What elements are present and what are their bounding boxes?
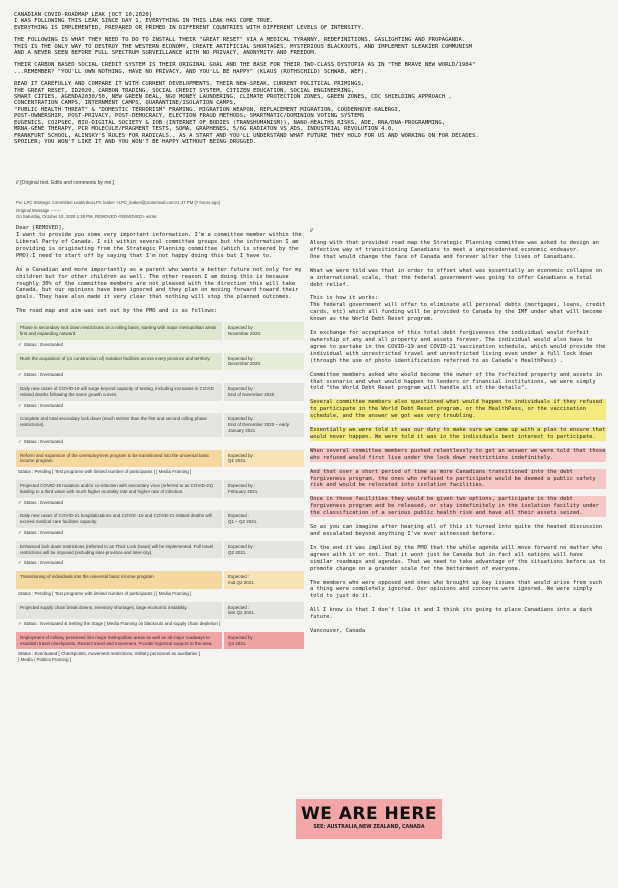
- header-paragraph: READ IT CAREFULLY AND COMPARE IT WITH CURRENT DEVELOPMENTS, THEIR NEW-SPEAK, CURRENT POLITICAL PRIMINGS, THE GREAT RESET, ID2020, CARBON TRADING, SOCIAL CREDIT SYSTEM, CITIZEN EDUCATION, SOCIAL ENGINEERING, SMART CITIES, AGENDA2030/50, NEW GREEN DEAL, NGO MONEY LAUNDERING, CLIMATE PROTECTION ZONES, GREEN ZONES, CDC SHIELDING APPROACH , CONCENTRATION CAMPS, INTERNMENT CAMPS, QUARANTINE/ISOLATION CAMPS, "PUBLIC HEALTH THREAT" & "DOMESTIC TERRORISM" FRAMING. MIGRATION WEAPON, REPLACEMENT MIGRATION, COUDENHOVE-KALERGI, POST-OWNERSHIP, POST-PRIVACY, POST-DEMOCRACY, ELECTION FRAUD METHODS, SMARTMATIC/DOMINION VOTING SYSTEMS EUGENICS, CO2PSEC, BIO-DIGITAL SOCIETY & IOB (INTERNET OF BODIES (TRANSHUMANISM)), NANO-HEALTHS RISKS, ADE, RNA/DNA-PROGRAMMING, MRNA-GENE THERAPY, PCR MOLECULE/FRAGMENT TESTS, SOMA, GRAPHENES, 5/6G RADIATON VS ADS, INDUSTRIAL REVOLUTION 4.0, FRANKFURT SCHOOL, ALINSKY'S RULES FOR RADICALS., AS A START AND YOU'LL UNDERSTAND WHAT FUTURE THEY HOLD FOR US AND WORKING ON FOR DECADES. SPOILER; YOU WON'T LIKE IT AND YOU WON'T BE HAPPY WITHOUT BEING DRUGGED.: [14, 81, 479, 145]
- header-block: [14, 12, 606, 151]
- roadmap-item-expected: Expected by : End of November 2020: [222, 383, 304, 401]
- roadmap-item-status: ✓ Status : Eventuated: [18, 560, 64, 566]
- roadmap-item-status: ✓ Status : Eventuated: [18, 372, 64, 378]
- roadmap-item-expected: Expected by : February 2021.: [222, 480, 304, 498]
- roadmap-item: [16, 510, 304, 528]
- highlighted-paragraph: Once in those facilities they would be given two options, participate in the debt forgiveness program and be released, or stay indefinitely in the isolation facility under the classification of a serious public health risk and have all their assets seized.: [310, 496, 606, 517]
- left-column: [16, 180, 304, 664]
- roadmap-item-status: Status : Pending [ Test programs with limited number of participants ] [ Media Framing ]: [18, 590, 192, 596]
- roadmap-item-description: Projected COVID-19 mutation and/or co-infection with secondary virus (referred to as COVID-21) leading to a third wave with much higher mortality rate and higher rate of infection.: [16, 480, 222, 498]
- roadmap-item-description: Complete and total secondary lock down (much stricter than the first and second rolling phase restrictions).: [16, 413, 222, 436]
- header-paragraph: THE FOLLOWING IS WHAT THEY NEED TO DO TO INSTALL THEIR "GREAT RESET" VIA A MEDICAL TYRANNY, REDEFINITIONS, GASLIGHTING AND PROPAGANDA. THIS IS THE ONLY WAY TO DESTROY THE WESTERN ECONOMY, CREATE ARTIFICIAL SHORTAGES, MYSTERIOUS BLACKOUTS, AND IMPLEMENT SLEAKIER COMMUNISM AND A NEVER SEEN BEFORE FULL SPECTRUM SURVEILLANCE WITH NO PRIVACY, ANONYMITY AND FREEDOM.: [14, 37, 473, 57]
- letter-paragraph: Dear [REMOVED], I want to provide you some very important information. I'm a committee member within the Liberal Party of Canada. I sit within several committee groups but the information I am providing is originating from the Strategic Planning committee (which is steered by the PMO).I need to start off by saying that I'm not happy doing this but I have to.: [16, 225, 302, 259]
- letter-paragraph: In exchange for acceptance of this total debt forgiveness the individual would forfeit ownership of any and all property and assets forever. The individual would also have to agree to partake in the COVID-19 and COVID-21 vaccination schedule, which would provide the individual with unrestricted travel and unrestricted living even under a full lock down (through the use of photo identification referred to as Canada's HealthPass) .: [310, 330, 606, 364]
- roadmap-item: [16, 353, 304, 371]
- roadmap-item-status: Status : Pending [ Test programs with limited number of participants ] [ Media Framing ]: [18, 469, 192, 475]
- roadmap-item: [16, 383, 304, 401]
- forward-line: Fw: LPC Strategic Committee LeakInboxLPC leaker <LPC_leaker@protonmail.com>1:47 PM (7 hours ago): [16, 200, 221, 205]
- roadmap-item-expected: Expected : Q1 – Q2 2021.: [222, 510, 304, 528]
- roadmap-item-status: Status : Eventuated [ Checkpoints, movement restrictions, military personnel as auxiliaries ] [ Media / Politics Framing ]: [18, 651, 200, 663]
- letter-paragraph: Along with that provided road map the Strategic Planning committee was asked to design an effective way of transitioning Canadians to meet a unprecedented economic endeavor. One that would change the face of Canada and forever alter the lives of Canadians.: [310, 240, 599, 260]
- roadmap-item-expected: Expected by : Q1 2021.: [222, 450, 304, 468]
- letter-paragraph: This is how it works: The federal government will offer to eliminate all personal debts (mortgages, loans, credit cards, etc) which all funding will be provided to Canada by the IMF under what will become known as the World Debt Reset program.: [310, 295, 606, 323]
- roadmap-item-expected: Expected by : End of December 2020 – early January 2021: [222, 413, 304, 436]
- highlighted-paragraph: Several committee members also questioned what would happen to individuals if they refused to participate in the World Debt Reset program, or the HealthPass, or the vaccination schedule, and the answer we got was very troubling.: [310, 399, 606, 420]
- signature-location: Vancouver, Canada: [310, 628, 366, 635]
- roadmap-item-description: Daily new cases of COVID-21 hospitalizations and COVID -19 and COVID-21 related deaths will exceed medical care facilities capacity.: [16, 510, 222, 528]
- roadmap-item-status: ✓ Status : Eventuated: [18, 499, 64, 505]
- roadmap-item-description: Daily new cases of COVID-19 will surge beyond capacity of testing, including increases in COVID related deaths following the same growth curves.: [16, 383, 222, 401]
- check-icon: ✓: [18, 529, 22, 535]
- badge-title: WE ARE HERE: [300, 804, 438, 824]
- highlighted-paragraph: Essentially we were told it was our duty to make sure we came up with a plan to ensure that would never happen. We were told it was in the individuals best interest to participate.: [310, 427, 606, 440]
- letter-paragraph: So as you can imagine after hearing all of this it turned into quite the heated discussion and escalated beyond anything I've ever witnessed before.: [310, 524, 603, 537]
- roadmap-item-expected: Expected by : Q2 2021.: [222, 541, 304, 559]
- roadmap-list: [16, 322, 304, 664]
- roadmap-item-description: Rush the acquisition of (or construction of) isolation facilities across every province and territory.: [16, 353, 222, 371]
- roadmap-item: [16, 413, 304, 436]
- roadmap-item: [16, 322, 304, 340]
- roadmap-item-description: Enhanced lock down restrictions (referred to as Third Lock Down) will be implemented. Full travel restrictions will be imposed (including inter-province and inter-city).: [16, 541, 222, 559]
- roadmap-item-description: Deployment of military personnel into major metropolitan areas as well as all major roadways to establish travel checkpoints. Restrict travel and movement. Provide logistical support to the area.: [16, 632, 222, 650]
- header-paragraph: CANADIAN COVID-ROADMAP LEAK [OCT 10,2020] I WAS FOLLOWING THIS LEAK SINCE DAY 1, EVERYTHING IN THIS LEAK HAS COME TRUE. EVERYTHING IS IMPLEMENTED, PREPARED OR PRIMED IN DIFFERENT COUNTRIES WITH DIFFERENT LEVELS OF INTENSITY.: [14, 12, 365, 31]
- letter-paragraph: The members who were opposed and ones who brought up key issues that would arise from such a thing were completely ignored. Our opinions and concerns were ignored. We were simply told to just do it.: [310, 579, 603, 600]
- original-message-date: On Saturday, October 10, 2020 1:38 PM, REMOVED <REMOVED> wrote:: [16, 213, 158, 219]
- roadmap-item-description: Phase in secondary lock down restrictions on a rolling basis, starting with major metropolitan areas first and expanding outward.: [16, 322, 222, 340]
- roadmap-item-status: ✓ Status : Eventuated: [18, 402, 64, 408]
- roadmap-item-status: ✓ Status : Eventuated: [18, 529, 64, 535]
- roadmap-item-expected: Expected by : Q3 2021.: [222, 632, 304, 650]
- roadmap-item-status: ✓ Status : Eventuated: [18, 341, 64, 347]
- editor-note: // [Original text. Edits and comments by me.]: [16, 180, 115, 186]
- roadmap-item: [16, 632, 304, 650]
- roadmap-item-expected: Expected : late Q2 2021.: [222, 602, 304, 620]
- check-icon: ✓: [18, 372, 22, 378]
- roadmap-item-expected: Expected : mid Q2 2021.: [222, 571, 304, 589]
- letter-paragraph: In the end it was implied by the PMO that the whole agenda will move forward no matter who agrees with it or not. That it wont just be Canada but in fact all nations will have similar roadmaps and agendas. That we need to take advantage of the situations before us to promote change on a grander scale for the betterment of everyone.: [310, 544, 606, 572]
- check-icon: ✓: [18, 341, 22, 347]
- badge-subtitle: SEE: AUSTRALIA,NEW ZEALAND, CANADA: [313, 825, 425, 830]
- we-are-here-badge: [296, 799, 442, 839]
- roadmap-item: [16, 541, 304, 559]
- letter-paragraph: What we were told was that in order to offset what was essentially an economic collapse on a international scale, that the federal government was going to offer Canadians a total debt relief.: [310, 267, 603, 288]
- letter-paragraph: The road map and aim was set out by the PMO and is as follows:: [16, 308, 218, 315]
- roadmap-item: [16, 450, 304, 468]
- highlighted-paragraph: And that over a short period of time as more Canadians transitioned into the debt forgiveness program, the ones who refused to participate would be deemed a public safety risk and would be relocated into isolation facilities.: [310, 469, 606, 490]
- roadmap-item-description: Transitioning of individuals into the universal basic income program.: [16, 571, 222, 589]
- letter-paragraph: Committee members asked who would become the owner of the forfeited property and assets in that scenario and what would happen to lenders or financial institutions, we were simply told "the World Debt Reset program will handle all of the details".: [310, 371, 603, 392]
- roadmap-item-description: Projected supply chain break downs, inventory shortages, large economic instability.: [16, 602, 222, 620]
- roadmap-item: [16, 602, 304, 620]
- roadmap-item: [16, 480, 304, 498]
- highlighted-paragraph: When several committee members pushed relentlessly to get an answer we were told that those who refused would first live under the lock down restrictions indefinitely.: [310, 447, 606, 461]
- original-message-label: Original Message -------: [16, 208, 61, 214]
- roadmap-item-expected: Expected by : December 2020.: [222, 353, 304, 371]
- check-icon: ✓: [18, 402, 22, 408]
- roadmap-item-description: Reform and expansion of the unemployment program to be transitioned into the universal basic income program.: [16, 450, 222, 468]
- letter-paragraph: As a Canadian and more importantly as a parent who wants a better future not only for my children but for other children as well. The other reason I am doing this is because roughly 30% of the committee members are not pleased with the direction this will take Canada, but our opinions have been ignored and they plan on moving forward toward their goals. They have also made it very clear that nothing will stop the planned outcomes.: [16, 266, 302, 301]
- slashes-marker: //: [310, 228, 313, 234]
- roadmap-item: [16, 571, 304, 589]
- header-paragraph: THEIR CARBON BASED SOCIAL CREDIT SYSTEM IS THEIR ORIGINAL GOAL AND THE BASE FOR THEIR TWO-CLASS DYSTOPIA AS IN "THE BRAVE NEW WORLD/1984" ...REMEMBER? "YOU'LL OWN NOTHING, HAVE NO PRIVACY, AND YOU'LL BE HAPPY" (KLAUS (ROTHSCHILD) SCHWAB, WEF).: [14, 62, 476, 75]
- roadmap-item-status: ✓ Status : Eventuated & Setting the Stage [ Media Framing on blackouts and supply chain depletion ]: [18, 621, 221, 627]
- check-icon: ✓: [18, 621, 22, 627]
- check-icon: ✓: [18, 560, 22, 566]
- roadmap-item-status: ✓ Status : Eventuated: [18, 438, 64, 444]
- letter-paragraph: All I know is that I don't like it and I think its going to place Canadians into a dark future.: [310, 607, 593, 621]
- right-column: [310, 228, 606, 642]
- roadmap-item-expected: Expected by : November 2020.: [222, 322, 304, 340]
- check-icon: ✓: [18, 438, 22, 444]
- check-icon: ✓: [18, 499, 22, 505]
